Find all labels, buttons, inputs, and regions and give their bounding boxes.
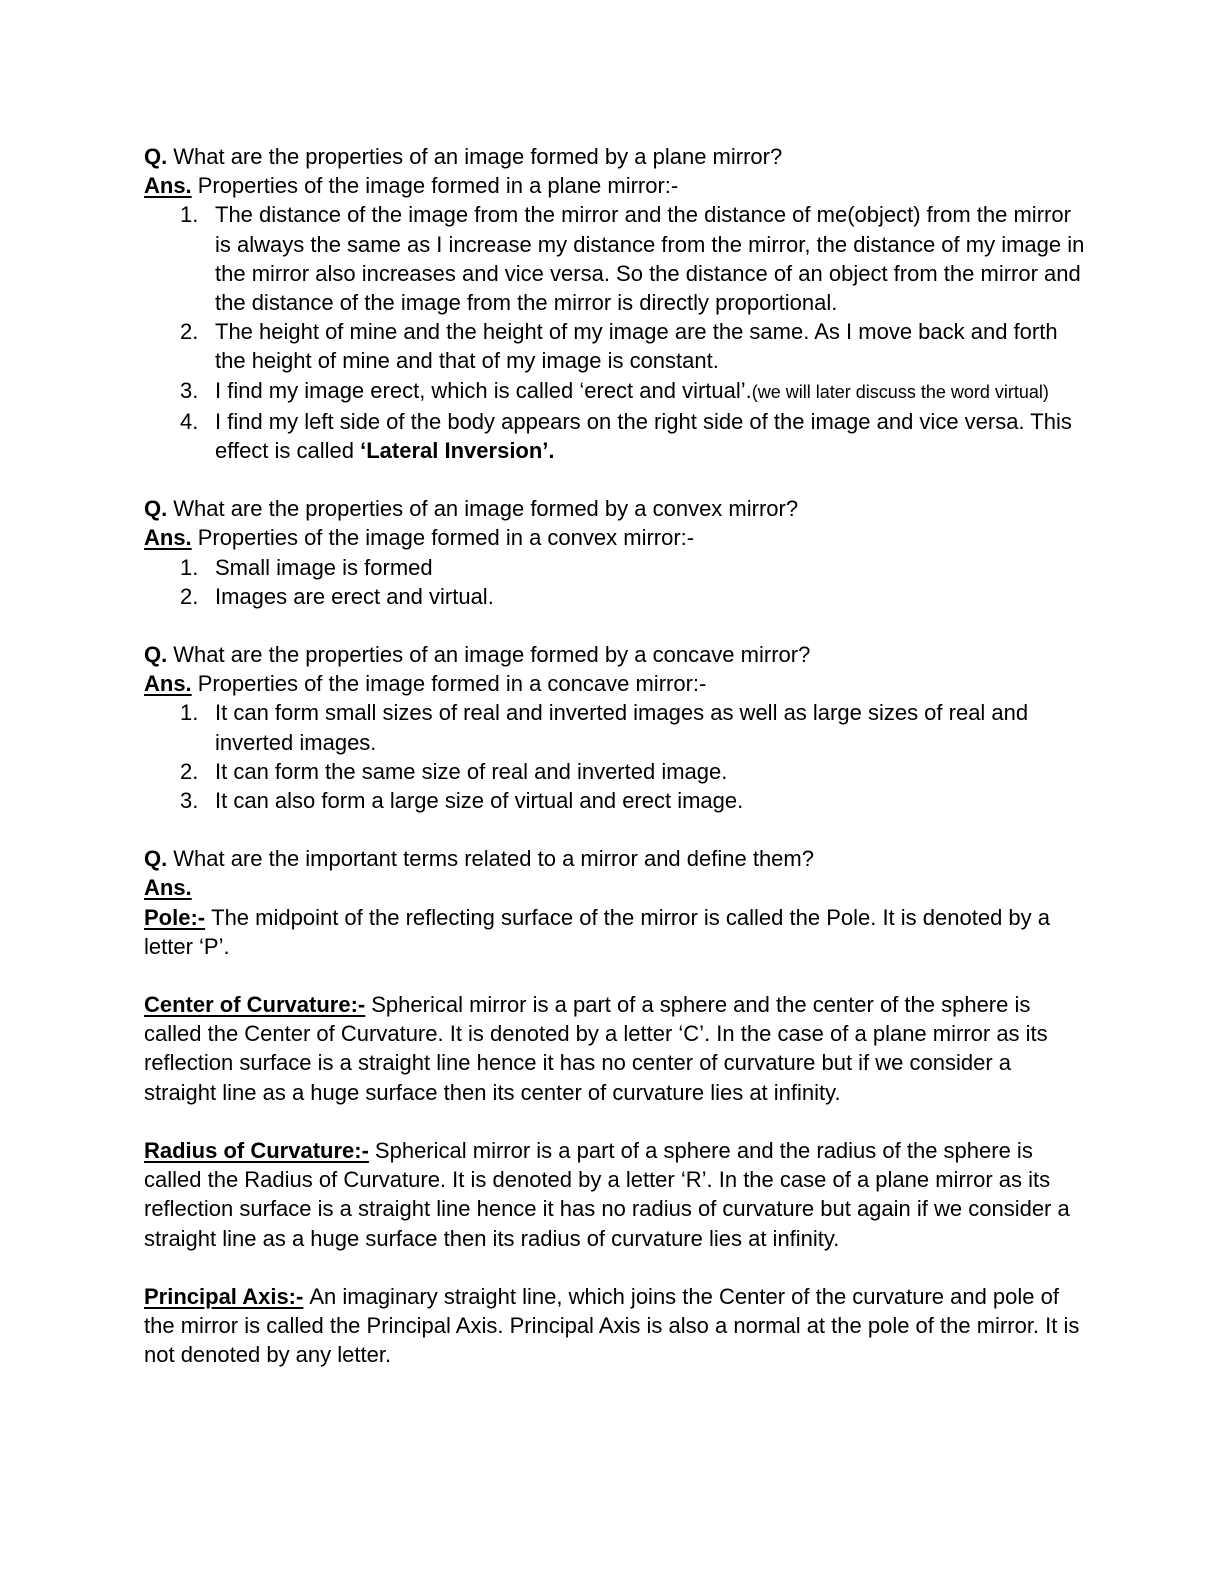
item-number: 1. — [180, 700, 199, 726]
question-text: What are the important terms related to a mirror and define them? — [173, 846, 814, 872]
item-side-note: (we will later discuss the word virtual) — [751, 381, 1049, 402]
question-line — [144, 142, 1085, 171]
list-item — [180, 407, 1085, 465]
numbered-list — [144, 698, 1085, 815]
question-line — [144, 844, 1085, 873]
question-line — [144, 640, 1085, 669]
item-text: The distance of the image from the mirror and the distance of me(object) from the mirror is always the same as I increase my distance from the mirror, the distance of my image in the mirror also increases and vice versa. So the distance of an object from the mirror and the distance of the image from the mirror is directly proportional. — [215, 202, 1085, 316]
term-label: Center of Curvature:- — [144, 992, 366, 1018]
item-main-text: I find my image erect, which is called ‘erect and virtual’. — [215, 377, 752, 403]
item-text — [215, 407, 1085, 465]
question-label: Q. — [144, 642, 168, 668]
terms-list — [144, 903, 1085, 1370]
item-text — [215, 376, 1085, 407]
term-body: An imaginary straight line, which joins the Center of the curvature and pole of the mirror is called the Principal Axis. Principal Axis is also a normal at the pole of the mirror. It is not denoted by any letter. — [144, 1283, 1080, 1368]
answer-label: Ans. — [144, 671, 192, 697]
answer-intro: Properties of the image formed in a concave mirror:- — [197, 671, 707, 697]
item-number: 3. — [180, 377, 199, 403]
list-item — [180, 553, 1085, 582]
item-number: 2. — [180, 758, 199, 784]
question-label: Q. — [144, 846, 168, 872]
answer-intro: Properties of the image formed in a convex mirror:- — [197, 525, 695, 551]
list-item — [180, 698, 1085, 756]
item-number: 1. — [180, 554, 199, 580]
question-label: Q. — [144, 496, 168, 522]
item-text: It can form small sizes of real and inverted images as well as large sizes of real and inverted images. — [215, 700, 1029, 755]
answer-line — [144, 873, 1085, 902]
item-text: The height of mine and the height of my image are the same. As I move back and forth the height of mine and that of my image is constant. — [215, 319, 1058, 374]
list-item — [180, 317, 1085, 375]
item-main-text: I find my left side of the body appears on the right side of the image and vice versa. This effect is called — [215, 408, 1072, 464]
term-paragraph-pole — [144, 903, 1085, 961]
list-item — [180, 786, 1085, 815]
item-number: 3. — [180, 788, 199, 814]
term-label: Principal Axis:- — [144, 1283, 304, 1309]
term-body: Spherical mirror is a part of a sphere and the center of the sphere is called the Center of Curvature. It is denoted by a letter ‘C’. In the case of a plane mirror as its reflection surface is a straight line hence it has no center of curvature but if we consider a straight line as a huge surface then its center of curvature lies at infinity. — [144, 992, 1048, 1105]
item-number: 1. — [180, 202, 199, 228]
answer-intro: Properties of the image formed in a plane mirror:- — [197, 173, 679, 199]
item-text: Small image is formed — [215, 554, 433, 580]
term-paragraph-center-of-curvature — [144, 990, 1085, 1107]
question-text: What are the properties of an image formed by a convex mirror? — [173, 496, 799, 522]
answer-line — [144, 669, 1085, 698]
term-label: Pole:- — [144, 904, 206, 930]
question-text: What are the properties of an image formed by a plane mirror? — [173, 144, 783, 169]
item-text: It can also form a large size of virtual and erect image. — [215, 788, 744, 814]
term-body: Spherical mirror is a part of a sphere and the radius of the sphere is called the Radius of Curvature. It is denoted by a letter ‘R’. In the case of a plane mirror as its reflection surface is a straight line hence it has no radius of curvature but again if we consider a straight line as a huge surface then its radius of curvature lies at infinity. — [144, 1137, 1070, 1251]
list-item — [180, 200, 1085, 317]
answer-label: Ans. — [144, 875, 192, 901]
item-number: 2. — [180, 583, 199, 609]
qa-section-concave-mirror — [144, 640, 1085, 815]
numbered-list — [144, 200, 1085, 465]
item-bold-text: ‘Lateral Inversion’. — [360, 438, 555, 464]
question-label: Q. — [144, 144, 168, 169]
qa-section-convex-mirror — [144, 494, 1085, 611]
qa-section-plane-mirror — [144, 142, 1085, 465]
qa-section-mirror-terms — [144, 844, 1085, 1369]
answer-line — [144, 523, 1085, 552]
term-paragraph-principal-axis — [144, 1282, 1085, 1370]
list-item — [180, 582, 1085, 611]
answer-line — [144, 171, 1085, 200]
term-label: Radius of Curvature:- — [144, 1137, 369, 1163]
term-body: The midpoint of the reflecting surface of the mirror is called the Pole. It is denoted by a letter ‘P’. — [144, 904, 1051, 959]
item-number: 4. — [180, 408, 199, 434]
numbered-list — [144, 553, 1085, 611]
question-line — [144, 494, 1085, 523]
term-paragraph-radius-of-curvature — [144, 1136, 1085, 1253]
answer-label: Ans. — [144, 173, 192, 199]
item-text: Images are erect and virtual. — [215, 583, 494, 609]
list-item — [180, 757, 1085, 786]
list-item — [180, 376, 1085, 407]
item-text: It can form the same size of real and inverted image. — [215, 758, 728, 784]
item-number: 2. — [180, 319, 199, 345]
answer-label: Ans. — [144, 525, 192, 551]
question-text: What are the properties of an image formed by a concave mirror? — [173, 642, 811, 668]
